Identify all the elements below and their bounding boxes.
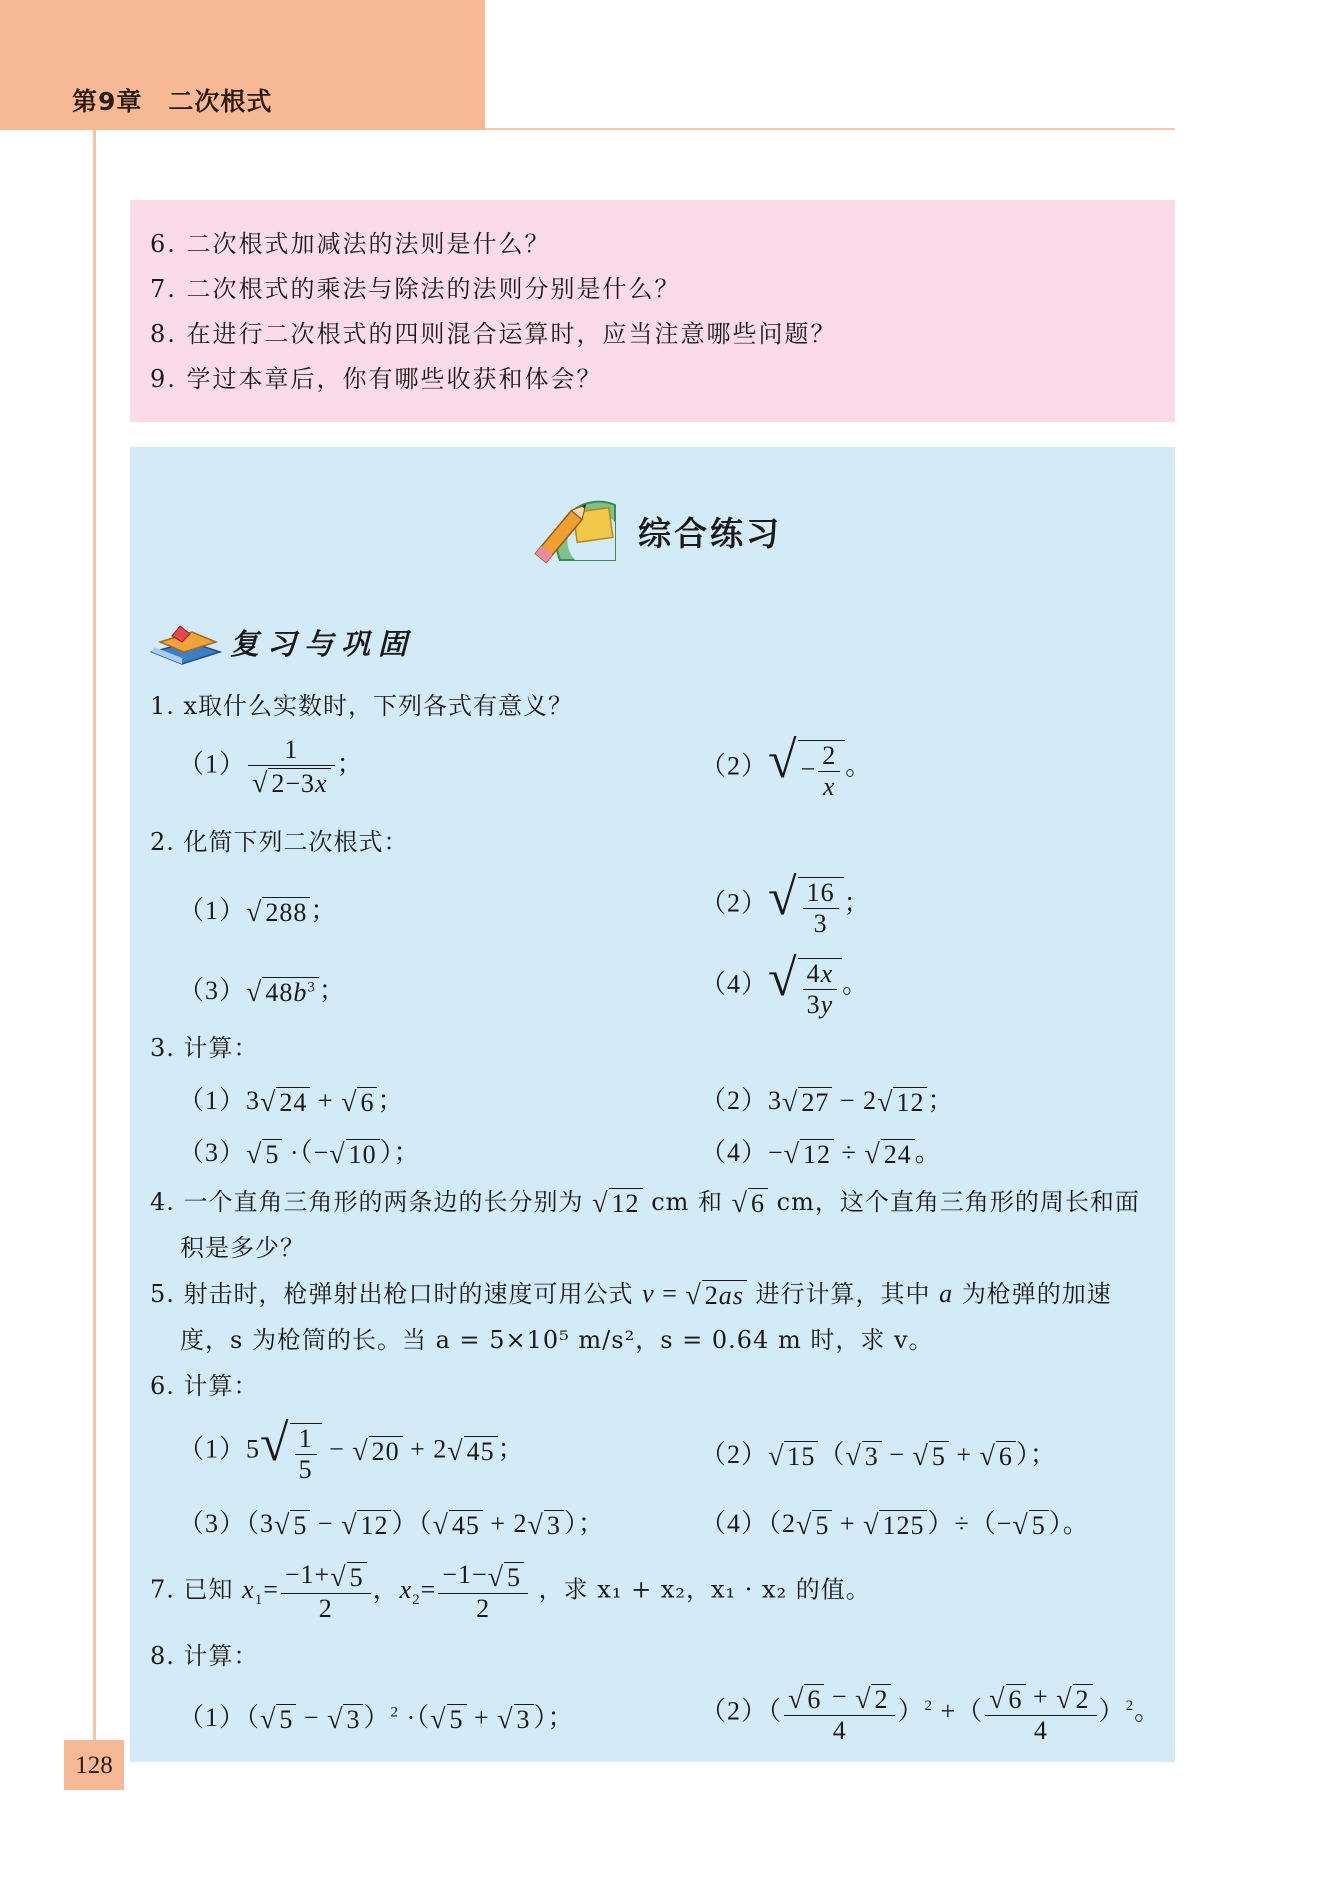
q4-text-b: cm 和 <box>651 1188 724 1216</box>
section-title: 综合练习 <box>638 514 782 553</box>
q2-part-3: （3）√ $48b^3$ ； <box>178 976 346 1009</box>
review-question: 6. 二次根式加减法的法则是什么？ <box>150 230 551 258</box>
q5-text-b: 进行计算，其中 <box>755 1280 931 1308</box>
left-margin-rule <box>93 130 96 1760</box>
q3-part-1: （1）3√ 24 + √ 6 ； <box>178 1086 405 1119</box>
q7-stem: 7. 已知 <box>150 1575 234 1604</box>
question-7: 7. 已知 $x_1=$ $\frac{-1+√ 5}{2}$ ，$x_2=$ $\frac{-1-√ 5}{2}$ ，求 x₁ + x₂，x₁ · x₂ 的值。 <box>150 1560 871 1623</box>
q2-part-4: （4）√ $\frac{4x}{3y}$ 。 <box>700 950 870 1020</box>
q5-text-c: 为枪弹的加速 <box>961 1280 1112 1308</box>
chapter-number: 第9章 <box>72 87 143 116</box>
question-4-line-2: 积是多少？ <box>180 1234 305 1262</box>
chapter-header-title <box>72 82 272 118</box>
books-icon <box>150 622 222 670</box>
q6-part-1: （1）5√ $\frac{1}{5}$ − √ 20 + 2√ 45 ； <box>178 1415 525 1485</box>
q2-part-2: （2）√ $\frac{16}{3}$ ； <box>700 869 871 939</box>
q3-part-2: （2）3√ 27 − 2√ 12 ； <box>700 1086 955 1119</box>
question-4-line-1: 4. 一个直角三角形的两条边的长分别为 √ 12 cm 和 √ 6 cm，这个直角三角形的周长和面 <box>150 1188 1140 1220</box>
review-subtitle: 复习与巩固 <box>230 627 416 661</box>
header-rule <box>485 128 1175 130</box>
q8-part-2: （2）（ $\frac{√ 6 - √ 2}{4}$ ）$^2$ +（ $\frac{√ 6 + √ 2}{4}$ ）$^2$。 <box>700 1682 1162 1745</box>
question-8-stem: 8. 计算： <box>150 1642 259 1670</box>
review-question: 8. 在进行二次根式的四则混合运算时，应当注意哪些问题？ <box>150 320 837 348</box>
pencil-ruler-icon <box>520 490 620 574</box>
q2-part-1: （1）√ 288 ； <box>178 896 338 929</box>
q3-part-4: （4）−√ 12 ÷ √ 24 。 <box>700 1138 942 1171</box>
review-questions-box <box>130 200 1175 422</box>
question-5-line-1: 5. 射击时，枪弹射出枪口时的速度可用公式 v = √ 2as 进行计算，其中 a 为枪弹的加速 <box>150 1279 1112 1312</box>
q3-part-3: （3）√ 5 ·（−√ 10 ）； <box>178 1138 421 1171</box>
q6-part-4: （4）（2√ 5 + √ 125 ）÷（−√ 5 ）。 <box>700 1509 1090 1542</box>
question-2-stem: 2. 化简下列二次根式： <box>150 828 409 856</box>
q4-text-a: 4. 一个直角三角形的两条边的长分别为 <box>150 1188 584 1216</box>
question-3-stem: 3. 计算： <box>150 1034 259 1062</box>
q6-part-2: （2）√ 15 （√ 3 − √ 5 + √ 6 ）； <box>700 1440 1057 1473</box>
chapter-name: 二次根式 <box>168 87 273 116</box>
q6-part-3: （3）（3√ 5 − √ 12 ）（√ 45 + 2√ 3 ）； <box>178 1509 605 1542</box>
q4-text-c: cm，这个直角三角形的周长和面 <box>776 1188 1140 1216</box>
q1-part-1: （1） $\frac{1}{√ 2-3x}$ ； <box>178 735 364 799</box>
q1-part-2: （2）√ − $\frac{2}{x}$ 。 <box>700 732 873 802</box>
review-question: 7. 二次根式的乘法与除法的法则分别是什么？ <box>150 275 681 303</box>
question-6-stem: 6. 计算： <box>150 1372 259 1400</box>
review-question: 9. 学过本章后，你有哪些收获和体会？ <box>150 365 603 393</box>
question-1-stem: 1. x取什么实数时，下列各式有意义？ <box>150 692 574 720</box>
question-5-line-2: 度，s 为枪筒的长。当 a = 5×10⁵ m/s²，s = 0.64 m 时，求 v。 <box>180 1326 934 1354</box>
q5-text-a: 5. 射击时，枪弹射出枪口时的速度可用公式 <box>150 1280 634 1308</box>
q8-part-1: （1）（√ 5 − √ 3 ）$^2$ ·（√ 5 + √ 3 ）； <box>178 1703 575 1736</box>
q7-tail: ，求 x₁ + x₂，x₁ · x₂ 的值。 <box>538 1575 871 1604</box>
page-number: 128 <box>64 1740 124 1790</box>
